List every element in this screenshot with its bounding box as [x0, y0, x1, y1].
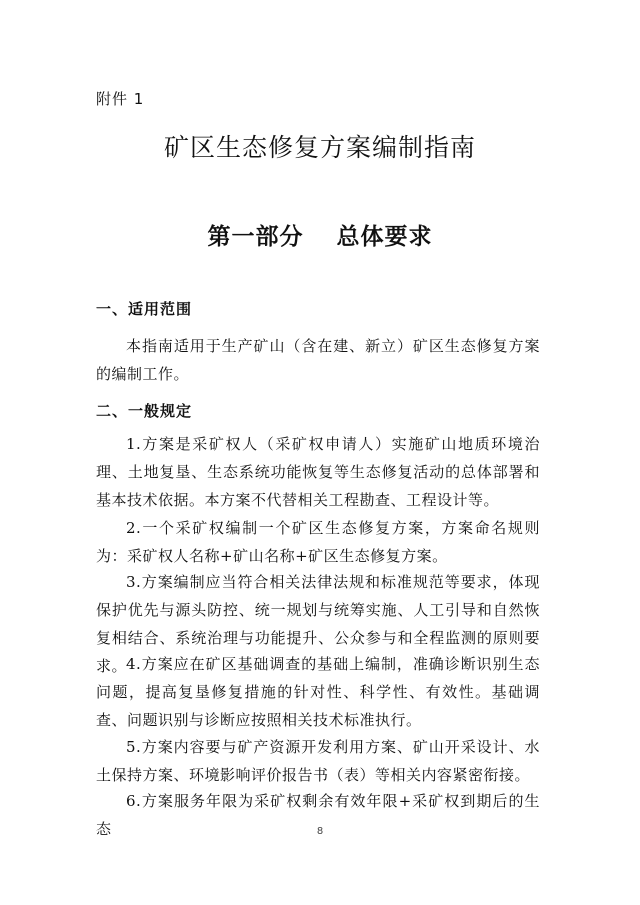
paragraph-rule-2: 2.一个采矿权编制一个矿区生态修复方案，方案命名规则为：采矿权人名称+矿山名称+矿区生态修复方案。	[96, 519, 540, 565]
section-heading-general-rules: 二、一般规定	[96, 402, 193, 420]
paragraph-rule-4: 4.方案应在矿区基础调查的基础上编制，准确诊断识别生态问题，提高复垦修复措施的针对性、科学性、有效性。基础调查、问题识别与诊断应按照相关技术标准执行。	[96, 655, 540, 729]
document-title: 矿区生态修复方案编制指南	[163, 133, 476, 162]
paragraph-rule-6: 6.方案服务年限为采矿权剩余有效年限+采矿权到期后的生态	[96, 792, 540, 838]
paragraph-rule-5: 5.方案内容要与矿产资源开发利用方案、矿山开采设计、水土保持方案、环境影响评价报告书（表）等相关内容紧密衔接。	[96, 738, 540, 784]
attachment-label: 附件 1	[96, 90, 145, 108]
part-title: 第一部分 总体要求	[207, 224, 433, 250]
paragraph-scope: 本指南适用于生产矿山（含在建、新立）矿区生态修复方案的编制工作。	[96, 337, 540, 383]
section-heading-scope: 一、适用范围	[96, 300, 193, 318]
paragraph-rule-1: 1.方案是采矿权人（采矿权申请人）实施矿山地质环境治理、土地复垦、生态系统功能恢复等生态修复活动的总体部署和基本技术依据。本方案不代替相关工程勘查、工程设计等。	[96, 435, 540, 509]
page-number: 8	[316, 826, 324, 837]
paragraph-rule-3: 3.方案编制应当符合相关法律法规和标准规范等要求，体现保护优先与源头防控、统一规划与统筹实施、人工引导和自然恢复相结合、系统治理与功能提升、公众参与和全程监测的原则要求。	[96, 573, 540, 675]
